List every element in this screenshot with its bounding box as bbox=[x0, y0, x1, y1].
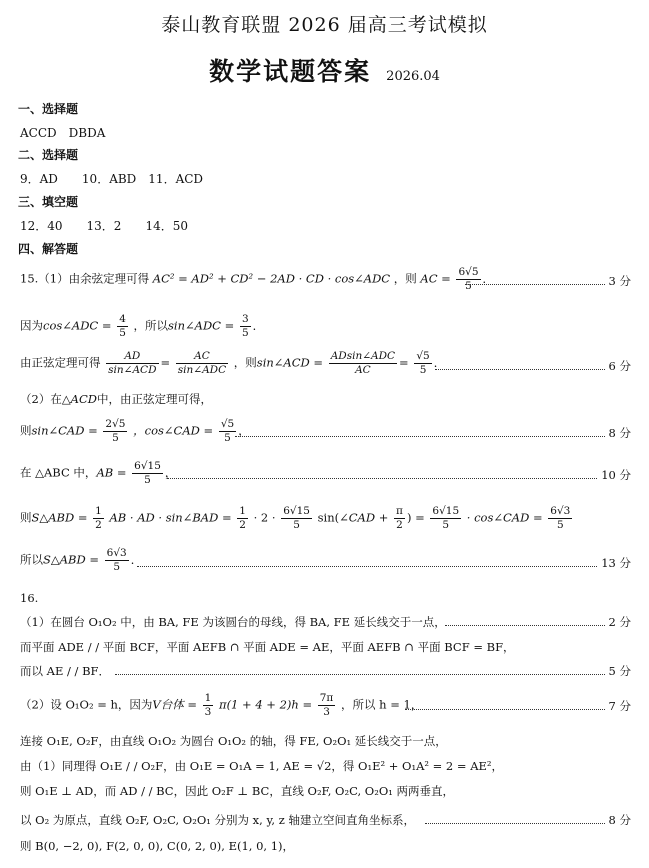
exam-title: 泰山教育联盟 2026 届高三考试模拟 bbox=[161, 14, 488, 36]
q16-score-2: 5 分 bbox=[115, 663, 631, 679]
q16-score-1: 2 分 bbox=[445, 614, 631, 630]
q16-line-1: （1）在圆台 O₁O₂ 中，由 BA, FE 为该圆台的母线，得 BA, FE 延长线交于一点， bbox=[20, 615, 446, 629]
page-subtitle: 数学试题答案 bbox=[209, 57, 372, 86]
q15-area-formula: 则S△ABD = $\frac{1}{2}$ AB · AD · sin∠BAD = $\frac{1}{2}$ · 2 · $\frac{6√15}{5}$ sin(∠CAD + $\frac{\pi}{2}$ ) = $\frac{6√15}{5}$ · cos∠CAD = $\frac{6√3}{5}$ bbox=[20, 505, 571, 531]
section-1-answers: ACCD DBDA bbox=[20, 126, 106, 140]
exam-date: 2026.04 bbox=[386, 69, 440, 84]
q15-line-4: 则sin∠CAD = $\frac{2√5}{5}$ ，cos∠CAD = $\frac{√5}{5}$ ， bbox=[20, 418, 250, 444]
q15-score-5: 13 分 bbox=[137, 555, 631, 571]
q15-line-3: 由正弦定理可得 $\frac{AD}{\text{sin∠ACD}}$ = $\frac{AC}{\text{sin∠ADC}}$ ，则sin∠ACD = $\frac{\text{ADsin∠ADC}}{AC}$ = $\frac{√5}{5}$ ． bbox=[20, 350, 446, 376]
q15-line-5: 在 △ABC 中，AB = $\frac{6√15}{5}$ ， bbox=[20, 460, 177, 486]
section-3-answers: 12．40 13．2 14．50 bbox=[20, 219, 188, 233]
q15-score-1: 3 分 bbox=[465, 273, 631, 289]
q16-score-3: 7 分 bbox=[405, 698, 631, 714]
q16-line-7: 则 O₁E ⊥ AD，而 AD / / BC，因此 O₂F ⊥ BC，直线 O₂F, O₂C, O₂O₁ 两两垂直， bbox=[20, 784, 455, 798]
section-1-heading: 一、选择题 bbox=[18, 102, 79, 116]
q15-score-3: 8 分 bbox=[235, 425, 631, 441]
q15-part-2: （2）在△ACD中，由正弦定理可得， bbox=[20, 392, 212, 406]
q16-line-9: 则 B(0, −2, 0), F(2, 0, 0), C(0, 2, 0), E(1, 0, 1)， bbox=[20, 839, 295, 853]
q15-line-1: 15.（1）由余弦定理可得 AC² = AD² + CD² − 2AD · CD · cos∠ADC ，则 AC = $\frac{6√5}{5}$ ． bbox=[20, 266, 495, 292]
section-4-heading: 四、解答题 bbox=[18, 242, 79, 256]
q15-score-4: 10 分 bbox=[167, 467, 631, 483]
q16-line-4: （2）设 O₁O₂ = h，因为V台体 = $\frac{1}{3}$ π(1 + 4 + 2)h = $\frac{7\pi}{3}$ ，所以 h = 1， bbox=[20, 692, 423, 718]
q16-line-5: 连接 O₁E, O₂F，由直线 O₁O₂ 为圆台 O₁O₂ 的轴，得 FE, O₂O₁ 延长线交于一点， bbox=[20, 734, 447, 748]
q15-line-6: 所以S△ABD = $\frac{6√3}{5}$ ． bbox=[20, 547, 143, 573]
q16-label: 16. bbox=[20, 591, 39, 605]
q16-line-3: 而以 AE / / BF． bbox=[20, 664, 111, 678]
section-2-answers: 9．AD 10．ABD 11．ACD bbox=[20, 172, 204, 186]
section-3-heading: 三、填空题 bbox=[18, 195, 79, 209]
q15-line-2: 因为cos∠ADC = $\frac{4}{5}$ ，所以sin∠ADC = $\frac{3}{5}$ ． bbox=[20, 313, 265, 339]
section-2-heading: 二、选择题 bbox=[18, 148, 79, 162]
q16-line-2: 而平面 ADE / / 平面 BCF，平面 AEFB ∩ 平面 ADE = AE，平面 AEFB ∩ 平面 BCF = BF， bbox=[20, 640, 515, 654]
q15-score-2: 6 分 bbox=[435, 358, 631, 374]
page-heading bbox=[0, 52, 649, 88]
q16-line-6: 由（1）同理得 O₁E / / O₂F，由 O₁E = O₁A = 1, AE = √2，得 O₁E² + O₁A² = 2 = AE²， bbox=[20, 759, 503, 773]
q16-score-4: 8 分 bbox=[425, 812, 631, 828]
q16-line-8: 以 O₂ 为原点，直线 O₂F, O₂C, O₂O₁ 分别为 x, y, z 轴建立空间直角坐标系， bbox=[20, 813, 415, 827]
